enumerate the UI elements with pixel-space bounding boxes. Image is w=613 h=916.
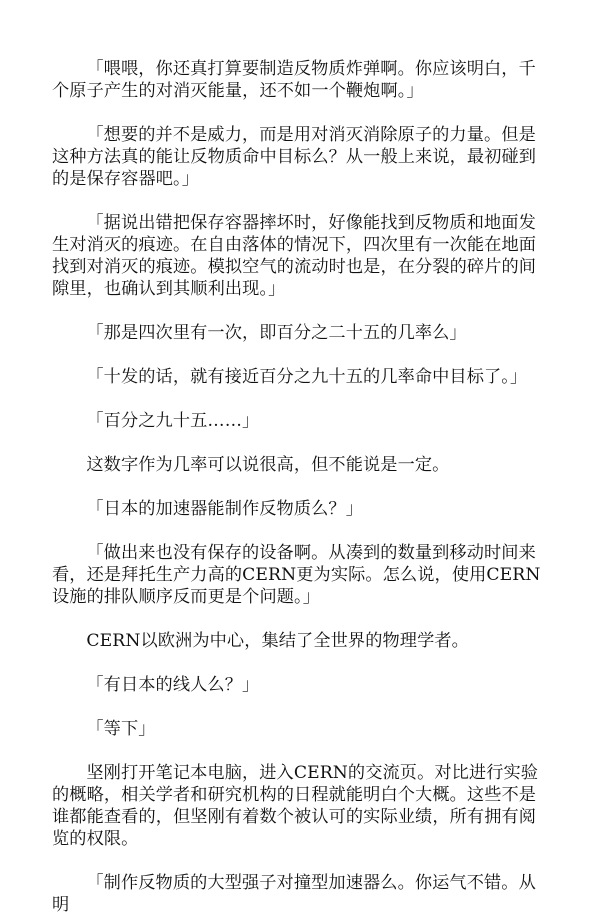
paragraph-8: 「日本的加速器能制作反物质么？」 xyxy=(86,499,363,519)
paragraph-7: 这数字作为几率可以说很高，但不能说是一定。 xyxy=(86,455,450,475)
paragraph-2: 「想要的并不是威力，而是用对消灭消除原子的力量。但是这种方法真的能让反物质命中目标么？从一般上来说，最初碰到的是保存容器吧。」 xyxy=(52,125,537,189)
paragraph-4: 「那是四次里有一次，即百分之二十五的几率么」 xyxy=(86,323,467,343)
novel-text xyxy=(52,58,552,916)
paragraph-14: 「制作反物质的大型强子对撞型加速器么。你运气不错。从明 xyxy=(52,873,536,915)
paragraph-1: 「喂喂，你还真打算要制造反物质炸弹啊。你应该明白，千个原子产生的对消灭能量，还不如一个鞭炮啊。」 xyxy=(52,59,536,101)
paragraph-13: 坚刚打开笔记本电脑，进入CERN的交流页。对比进行实验的概略，相关学者和研究机构的日程就能明白个大概。这些不是谁都能查看的，但坚刚有着数个被认可的实际业绩，所有拥有阅览的权限。 xyxy=(52,763,539,849)
paragraph-9: 「做出来也没有保存的设备啊。从凑到的数量到移动时间来看，还是拜托生产力高的CERN更为实际。怎么说，使用CERN设施的排队顺序反而更是个问题。」 xyxy=(52,543,541,607)
paragraph-10: CERN以欧洲为中心，集结了全世界的物理学者。 xyxy=(86,631,469,651)
paragraph-12: 「等下」 xyxy=(86,719,156,739)
paragraph-5: 「十发的话，就有接近百分之九十五的几率命中目标了。」 xyxy=(86,367,528,387)
paragraph-3: 「据说出错把保存容器摔坏时，好像能找到反物质和地面发生对消灭的痕迹。在自由落体的情况下，四次里有一次能在地面找到对消灭的痕迹。模拟空气的流动时也是，在分裂的碎片的间隙里，也确认到其顺利出现。」 xyxy=(52,213,537,299)
paragraph-6: 「百分之九十五……」 xyxy=(86,411,260,431)
paragraph-11: 「有日本的线人么？」 xyxy=(86,675,260,695)
